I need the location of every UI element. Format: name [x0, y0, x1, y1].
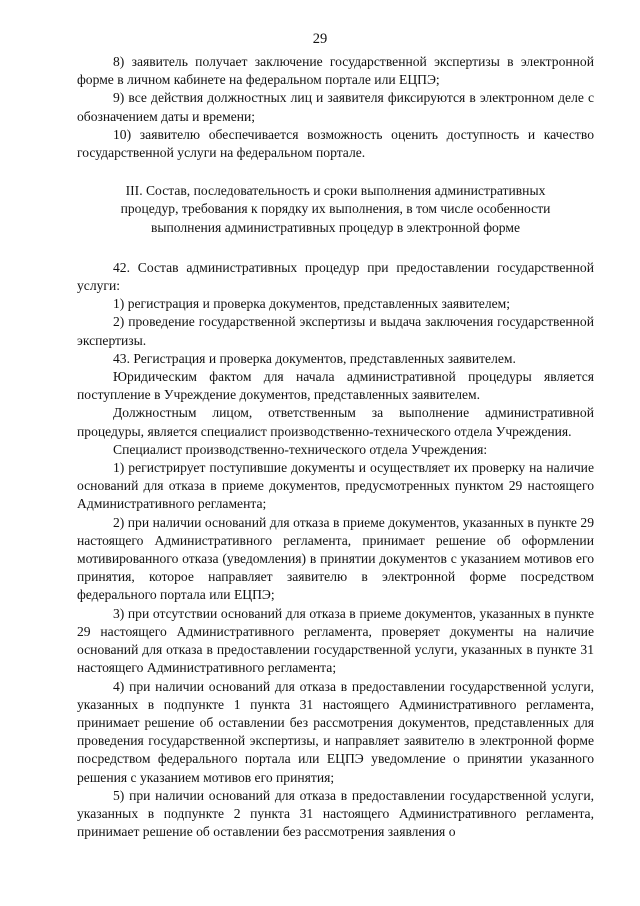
- paragraph-clause-42: 42. Состав административных процедур при предоставлении государственной услуги:: [77, 259, 594, 294]
- paragraph-legal-fact: Юридическим фактом для начала административной процедуры является поступление в Учреждение документов, представленных заявителем.: [77, 369, 594, 403]
- paragraph-specialist-item-5: 5) при наличии оснований для отказа в предоставлении государственной услуги, указанных в подпункте 2 пункта 31 настоящего Административного регламента, принимает решение об оставлении без рассмотрения заявления о: [77, 787, 594, 840]
- section-heading-line-2: процедур, требования к порядку их выполнения, в том числе особенности: [120, 201, 551, 217]
- paragraph-item-10: 10) заявителю обеспечивается возможность оценить доступность и качество государственной услуги на федеральном портале.: [77, 126, 594, 161]
- paragraph-responsible-official: Должностным лицом, ответственным за выполнение административной процедуры, является специалист производственно-технического отдела Учреждения.: [77, 405, 594, 439]
- paragraph-specialist-item-3: 3) при отсутствии оснований для отказа в приеме документов, указанных в пункте 29 настоящего Административного регламента, проверяет документы на наличие оснований для отказа в предоставлении государственной услуги, указанных в пункте 31 настоящего Административного регламента;: [77, 605, 594, 676]
- paragraph-clause-43: 43. Регистрация и проверка документов, представленных заявителем.: [113, 350, 516, 366]
- paragraph-item-9: 9) все действия должностных лиц и заявителя фиксируются в электронном деле с обозначением даты и времени;: [77, 90, 594, 124]
- page-number: 29: [312, 31, 328, 47]
- paragraph-specialist-item-2: 2) при наличии оснований для отказа в приеме документов, указанных в пункте 29 настоящего Административного регламента, принимает решение об оформлении мотивированного отказа (уведомления) в принятии документов с указанием мотивов его принятия, которое направляет заявителю в электронной форме посредством федерального портала или ЕЦПЭ;: [77, 514, 594, 603]
- paragraph-specialist-item-4: 4) при наличии оснований для отказа в предоставлении государственной услуги, указанных в подпункте 1 пункта 31 настоящего Административного регламента, принимает решение об оставлении без рассмотрения документов, представленных для проведения государственной экспертизы, и направляет заявителю в электронной форме посредством федерального портала или ЕЦПЭ уведомление о принятии указанного решения с указанием мотивов его принятия;: [77, 678, 594, 785]
- section-heading: [77, 182, 594, 237]
- paragraph-specialist-intro: Специалист производственно-технического отдела Учреждения:: [113, 441, 488, 457]
- section-heading-line-1: III. Состав, последовательность и сроки выполнения административных: [125, 183, 546, 199]
- paragraph-item-8: 8) заявитель получает заключение государственной экспертизы в электронной форме в личном кабинете на федеральном портале или ЕЦПЭ;: [77, 54, 594, 88]
- section-heading-line-3: выполнения административных процедур в электронной форме: [150, 219, 521, 235]
- document-body: [77, 53, 594, 841]
- paragraph-specialist-item-1: 1) регистрирует поступившие документы и осуществляет их проверку на наличие оснований для отказа в приеме документов, предусмотренных пунктом 29 настоящего Административного регламента;: [77, 460, 594, 512]
- paragraph-clause-42-item-1: 1) регистрация и проверка документов, представленных заявителем;: [113, 296, 511, 312]
- paragraph-clause-42-item-2: 2) проведение государственной экспертизы и выдача заключения государственной экспертизы.: [77, 314, 594, 348]
